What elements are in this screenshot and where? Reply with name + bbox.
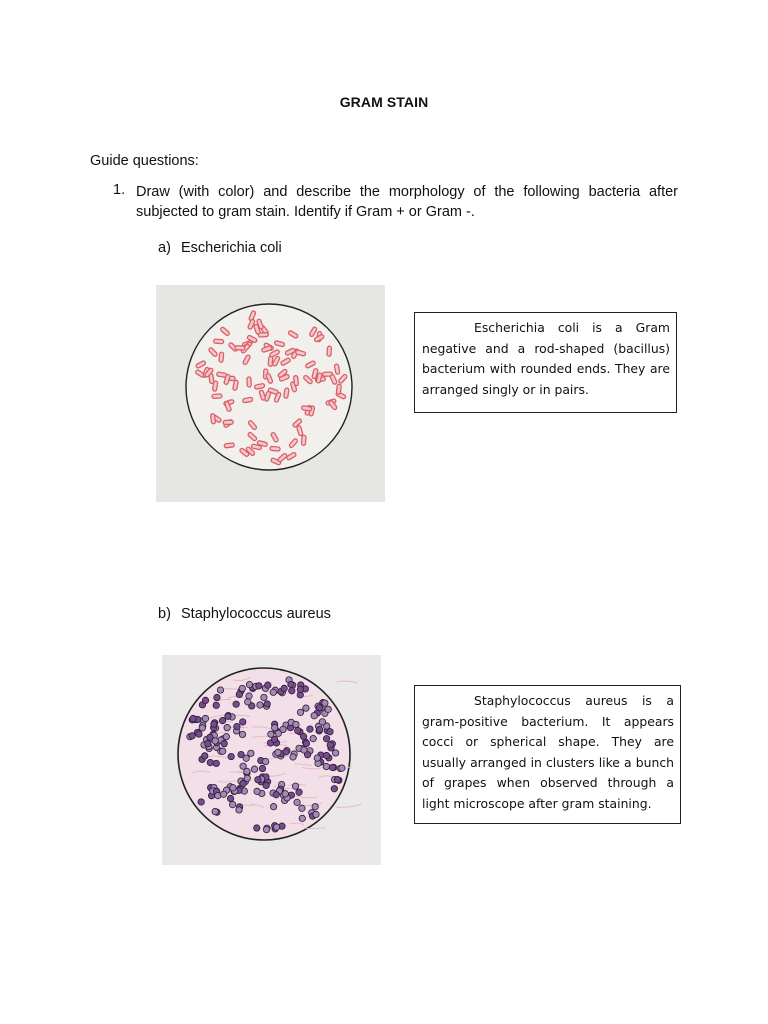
staph-coccus bbox=[251, 766, 257, 772]
staph-coccus bbox=[259, 765, 265, 771]
staph-coccus bbox=[198, 799, 204, 805]
staph-coccus bbox=[297, 709, 303, 715]
staph-coccus bbox=[301, 747, 307, 753]
staph-coccus bbox=[225, 713, 231, 719]
document-title: GRAM STAIN bbox=[339, 94, 429, 110]
staph-coccus bbox=[227, 795, 233, 801]
staph-coccus bbox=[213, 702, 219, 708]
staph-coccus bbox=[273, 792, 279, 798]
staph-coccus bbox=[307, 726, 313, 732]
staph-coccus bbox=[289, 688, 295, 694]
staph-coccus bbox=[212, 738, 218, 744]
ecoli-rod bbox=[223, 420, 233, 424]
ecoli-rod bbox=[284, 388, 290, 399]
staph-coccus bbox=[316, 726, 322, 732]
staph-coccus bbox=[199, 725, 205, 731]
staph-coccus bbox=[190, 715, 196, 721]
staph-coccus bbox=[202, 753, 208, 759]
staph-coccus bbox=[202, 697, 208, 703]
staph-coccus bbox=[322, 700, 328, 706]
staph-coccus bbox=[327, 729, 333, 735]
staph-coccus bbox=[290, 754, 296, 760]
staph-coccus bbox=[220, 791, 226, 797]
staph-coccus bbox=[281, 685, 287, 691]
ecoli-rod bbox=[294, 375, 299, 385]
staph-coccus bbox=[229, 801, 235, 807]
ecoli-rod bbox=[210, 414, 215, 424]
staph-coccus bbox=[264, 701, 270, 707]
staph-coccus bbox=[262, 758, 268, 764]
staph-drawing bbox=[162, 655, 381, 865]
ecoli-rod bbox=[301, 435, 306, 445]
staph-coccus bbox=[297, 686, 303, 692]
question-number: 1. bbox=[113, 182, 126, 198]
staph-drawing-svg bbox=[162, 655, 381, 865]
staph-coccus bbox=[288, 681, 294, 687]
staph-coccus bbox=[233, 701, 239, 707]
item-a-heading bbox=[158, 240, 282, 256]
staph-coccus bbox=[213, 760, 219, 766]
ecoli-drawing bbox=[156, 285, 385, 502]
ecoli-description: Escherichia coli is a Gram negative and a rod-shaped (bacillus) bacterium with rounded ends. They are arranged singly or in pairs. bbox=[422, 320, 670, 397]
item-b-heading bbox=[158, 606, 331, 622]
staph-coccus bbox=[214, 694, 220, 700]
ecoli-rod bbox=[212, 394, 222, 399]
staph-coccus bbox=[248, 750, 254, 756]
staph-coccus bbox=[334, 776, 340, 782]
staph-coccus bbox=[292, 783, 298, 789]
staph-coccus bbox=[240, 719, 246, 725]
staph-coccus bbox=[219, 717, 225, 723]
staph-coccus bbox=[332, 750, 338, 756]
staph-coccus bbox=[256, 683, 262, 689]
staph-coccus bbox=[296, 789, 302, 795]
staph-coccus bbox=[257, 702, 263, 708]
ecoli-rod bbox=[212, 381, 218, 392]
staph-coccus bbox=[196, 731, 202, 737]
staph-coccus bbox=[283, 749, 289, 755]
staph-coccus bbox=[230, 785, 236, 791]
staph-coccus bbox=[275, 730, 281, 736]
staph-coccus bbox=[327, 742, 333, 748]
staph-coccus bbox=[244, 768, 250, 774]
item-a-organism: Escherichia coli bbox=[181, 240, 282, 256]
staph-coccus bbox=[270, 803, 276, 809]
staph-coccus bbox=[219, 748, 225, 754]
staph-coccus bbox=[211, 721, 217, 727]
staph-coccus bbox=[319, 719, 325, 725]
staph-coccus bbox=[246, 693, 252, 699]
staph-coccus bbox=[310, 735, 316, 741]
staph-coccus bbox=[217, 687, 223, 693]
staph-coccus bbox=[293, 721, 299, 727]
guide-label: Guide questions: bbox=[90, 153, 199, 169]
staph-coccus bbox=[323, 752, 329, 758]
ecoli-description-box bbox=[414, 312, 677, 413]
staph-coccus bbox=[329, 764, 335, 770]
staph-coccus bbox=[314, 755, 320, 761]
ecoli-rod bbox=[224, 443, 234, 448]
staph-coccus bbox=[316, 704, 322, 710]
staph-coccus bbox=[299, 805, 305, 811]
staph-coccus bbox=[294, 799, 300, 805]
item-b-organism: Staphylococcus aureus bbox=[181, 606, 331, 622]
staph-coccus bbox=[303, 705, 309, 711]
item-b-label: b) bbox=[158, 606, 171, 622]
staph-coccus bbox=[325, 706, 331, 712]
staph-coccus bbox=[263, 782, 269, 788]
staph-description: Staphylococcus aureus is a gram-positive bacterium. It appears cocci or spherical shape. They are usually arranged in clusters like a bunch of grapes when observed through a light microscope after gram staining. bbox=[422, 693, 674, 811]
staph-coccus bbox=[238, 751, 244, 757]
staph-coccus bbox=[263, 826, 269, 832]
ecoli-rod bbox=[327, 346, 332, 356]
staph-coccus bbox=[273, 824, 279, 830]
staph-coccus bbox=[221, 740, 227, 746]
staph-coccus bbox=[246, 681, 252, 687]
ecoli-rod bbox=[258, 332, 268, 337]
staph-coccus bbox=[254, 825, 260, 831]
staph-coccus bbox=[272, 724, 278, 730]
ecoli-rod bbox=[235, 346, 245, 351]
staph-coccus bbox=[202, 715, 208, 721]
staph-coccus bbox=[311, 713, 317, 719]
staph-coccus bbox=[236, 691, 242, 697]
staph-coccus bbox=[224, 724, 230, 730]
question-text: Draw (with color) and describe the morphology of the following bacteria after subjected to gram stain. Identify if Gram + or Gram -. bbox=[136, 184, 678, 220]
ecoli-rod bbox=[219, 352, 224, 362]
staph-coccus bbox=[261, 694, 267, 700]
staph-description-box bbox=[414, 685, 681, 824]
staph-coccus bbox=[236, 807, 242, 813]
staph-coccus bbox=[240, 781, 246, 787]
stain-streak bbox=[337, 681, 358, 683]
ecoli-rod bbox=[301, 406, 312, 412]
staph-coccus bbox=[212, 808, 218, 814]
item-a-label: a) bbox=[158, 240, 171, 256]
staph-coccus bbox=[268, 731, 274, 737]
ecoli-rod bbox=[268, 356, 273, 366]
staph-coccus bbox=[282, 791, 288, 797]
staph-coccus bbox=[339, 765, 345, 771]
staph-coccus bbox=[239, 685, 245, 691]
staph-coccus bbox=[207, 759, 213, 765]
staph-coccus bbox=[313, 811, 319, 817]
staph-coccus bbox=[205, 740, 211, 746]
staph-coccus bbox=[295, 727, 301, 733]
staph-coccus bbox=[270, 689, 276, 695]
staph-coccus bbox=[189, 733, 195, 739]
staph-coccus bbox=[300, 733, 306, 739]
staph-coccus bbox=[275, 749, 281, 755]
ecoli-rod bbox=[334, 364, 340, 375]
staph-coccus bbox=[323, 736, 329, 742]
stain-streak bbox=[336, 804, 361, 807]
ecoli-rod bbox=[213, 339, 223, 344]
ecoli-rod bbox=[336, 384, 341, 394]
staph-coccus bbox=[312, 804, 318, 810]
staph-coccus bbox=[303, 740, 309, 746]
staph-coccus bbox=[245, 699, 251, 705]
staph-coccus bbox=[234, 723, 240, 729]
staph-coccus bbox=[239, 731, 245, 737]
ecoli-rod bbox=[270, 446, 280, 451]
staph-coccus bbox=[244, 775, 250, 781]
ecoli-microscope-field bbox=[186, 304, 352, 470]
staph-coccus bbox=[265, 682, 271, 688]
staph-coccus bbox=[299, 815, 305, 821]
staph-coccus bbox=[255, 776, 261, 782]
staph-coccus bbox=[331, 786, 337, 792]
staph-coccus bbox=[323, 763, 329, 769]
staph-coccus bbox=[228, 753, 234, 759]
ecoli-rod bbox=[247, 377, 251, 387]
staph-coccus bbox=[254, 788, 260, 794]
ecoli-drawing-svg bbox=[156, 285, 385, 502]
staph-coccus bbox=[215, 792, 221, 798]
